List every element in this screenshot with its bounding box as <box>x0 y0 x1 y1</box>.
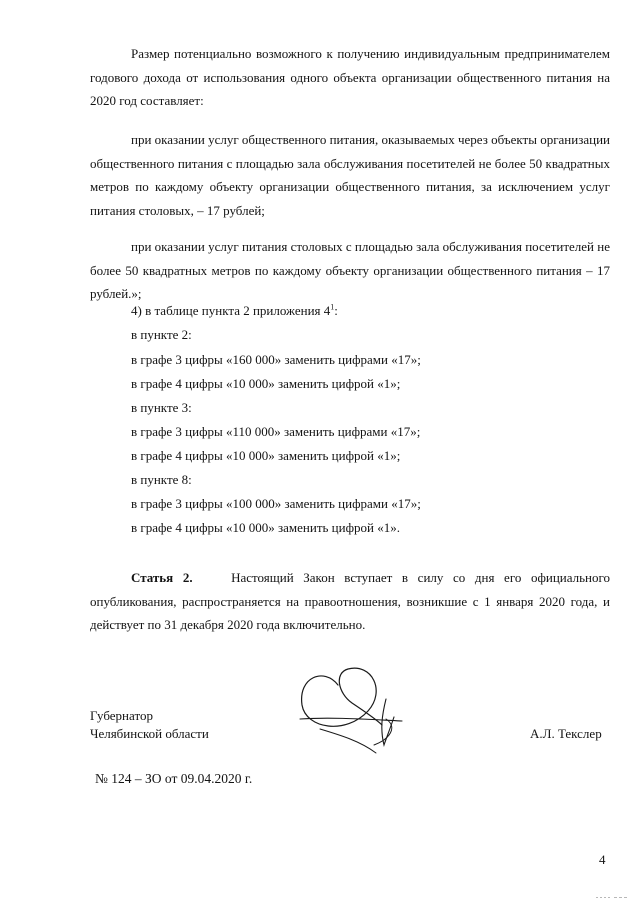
amendment-line: в графе 3 цифры «160 000» заменить цифрами «17»; <box>131 352 421 367</box>
amendment-intro: 4) в таблице пункта 2 приложения $4^1$: <box>131 302 338 318</box>
paragraph-income-size: Размер потенциально возможного к получению индивидуальным предпринимателем годового дохода от использования одного объекта организации общественного питания на 2020 год составляет: <box>90 46 610 108</box>
article-2-text: Настоящий Закон вступает в силу со дня его официального опубликования, распространяется на правоотношения, возникшие с 1 января 2020 года, и действует по 31 декабря 2020 года включительно. <box>90 570 611 632</box>
paragraph-catering-services: при оказании услуг общественного питания, оказываемых через объекты организации общественного питания с площадью зала обслуживания посетителей не более 50 квадратных метров по каждому объекту организации общественного питания, за исключением услуг питания столовых, – 17 рублей; <box>90 132 610 218</box>
paragraph-canteen-services: при оказании услуг питания столовых с площадью зала обслуживания посетителей не более 50 квадратных метров по каждому объекту организации общественного питания – 17 рублей.»; <box>90 239 610 301</box>
scan-artifact <box>596 896 628 899</box>
amendment-line: в пункте 8: <box>131 472 192 487</box>
amendment-line: в графе 4 цифры «10 000» заменить цифрой «1»; <box>131 448 401 463</box>
signer-name: А.Л. Текслер <box>530 726 602 741</box>
amendment-line: в графе 3 цифры «110 000» заменить цифрами «17»; <box>131 424 421 439</box>
article-2-label: Статья 2. <box>131 570 193 585</box>
article-2 <box>90 566 610 637</box>
amendment-line: в графе 3 цифры «100 000» заменить цифрами «17»; <box>131 496 421 511</box>
law-number: № 124 – ЗО от 09.04.2020 г. <box>95 771 253 786</box>
signatory-title: Губернатор Челябинской области <box>90 708 209 741</box>
amendment-line: в графе 4 цифры «10 000» заменить цифрой «1»; <box>131 376 401 391</box>
amendment-line: в пункте 3: <box>131 400 192 415</box>
amendment-line: в графе 4 цифры «10 000» заменить цифрой «1». <box>131 520 400 535</box>
handwritten-signature <box>290 655 408 755</box>
amendment-line: в пункте 2: <box>131 327 192 342</box>
page-number: 4 <box>599 852 606 867</box>
superscript: 1 <box>330 302 335 312</box>
